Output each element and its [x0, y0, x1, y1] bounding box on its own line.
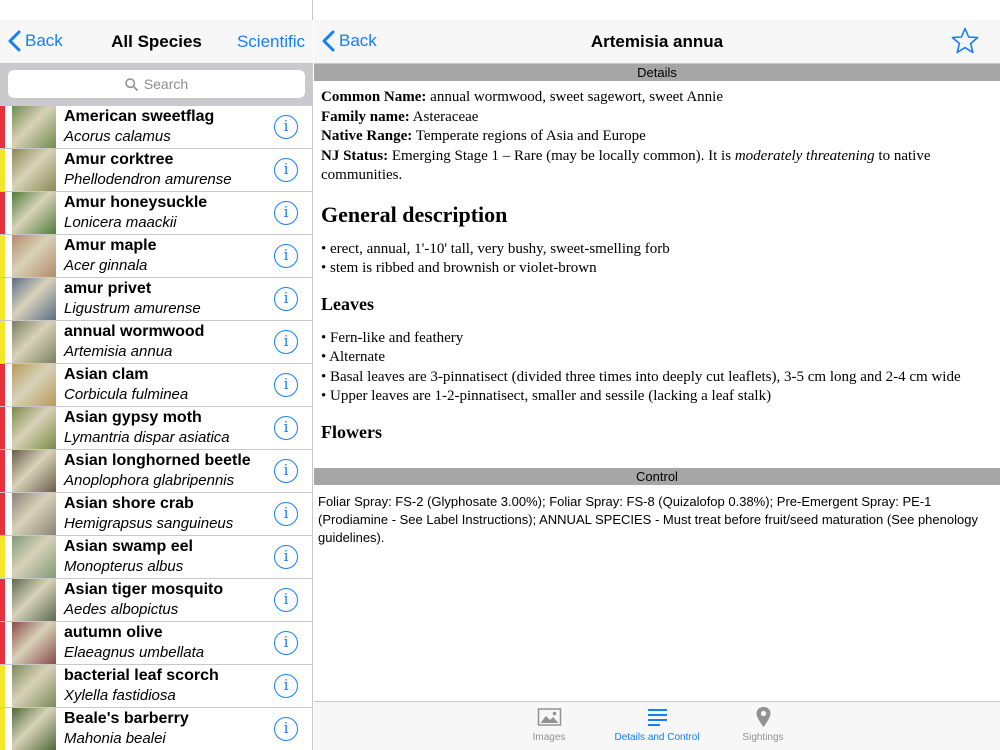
search-bar — [0, 64, 313, 106]
species-text — [64, 365, 264, 405]
species-thumbnail — [12, 364, 56, 406]
species-row[interactable] — [0, 708, 313, 750]
row-spacer — [5, 192, 12, 234]
family-line — [321, 108, 993, 128]
nj-status-label: NJ Status: — [321, 147, 389, 164]
species-row[interactable] — [0, 192, 313, 235]
row-spacer — [5, 278, 12, 320]
species-row[interactable] — [0, 579, 313, 622]
species-row[interactable] — [0, 407, 313, 450]
list-icon — [645, 706, 670, 728]
detail-navbar — [314, 20, 1000, 64]
row-spacer — [5, 708, 12, 750]
info-icon[interactable]: i — [274, 717, 298, 741]
species-text — [64, 451, 264, 491]
tab-sightings[interactable] — [713, 706, 813, 743]
species-thumbnail — [12, 579, 56, 621]
species-scientific-name: Acer ginnala — [64, 257, 148, 274]
species-scientific-name: Artemisia annua — [64, 343, 173, 360]
general-description-list — [321, 240, 993, 279]
bullet-item: • stem is ribbed and brownish or violet-brown — [321, 260, 597, 276]
row-spacer — [5, 536, 12, 578]
species-thumbnail — [12, 278, 56, 320]
info-icon[interactable]: i — [274, 287, 298, 311]
nj-status-emphasis: moderately threatening — [734, 147, 875, 164]
species-common-name: bacterial leaf scorch — [64, 667, 219, 684]
species-text — [64, 580, 264, 620]
bullet-item: • Alternate — [321, 349, 385, 365]
bullet-item: • erect, annual, 1'-10' tall, very bushy, sweet-smelling forb — [321, 240, 670, 257]
row-spacer — [5, 149, 12, 191]
leaves-list — [321, 329, 993, 407]
species-text — [64, 408, 264, 448]
species-list-pane — [0, 0, 313, 750]
master-title: All Species — [111, 32, 202, 51]
species-scientific-name: Lymantria dispar asiatica — [64, 429, 230, 446]
species-scientific-name: Anoplophora glabripennis — [64, 472, 235, 489]
species-thumbnail — [12, 407, 56, 449]
row-spacer — [5, 450, 12, 492]
tab-images-label: Images — [532, 732, 566, 743]
species-row[interactable] — [0, 149, 313, 192]
nj-status-line — [321, 147, 993, 186]
info-icon[interactable]: i — [274, 244, 298, 268]
info-icon[interactable]: i — [274, 115, 298, 139]
species-thumbnail — [12, 192, 56, 234]
species-common-name: autumn olive — [64, 624, 163, 641]
control-text: Foliar Spray: FS-2 (Glyphosate 3.00%); Foliar Spray: FS-8 (Quizalofop 0.38%); Pre-Emergent Spray: PE-1 (Prodiamine - See Label Instructions); ANNUAL SPECIES - Must treat before fruit/seed maturation (See phenology guidelines). — [318, 494, 978, 545]
species-text — [64, 322, 264, 362]
species-common-name: American sweetflag — [64, 108, 215, 125]
species-scientific-name: Monopterus albus — [64, 558, 184, 575]
control-section-header: Control — [314, 468, 1000, 485]
info-icon[interactable]: i — [274, 158, 298, 182]
species-scientific-name: Xylella fastidiosa — [64, 687, 176, 704]
species-thumbnail — [12, 149, 56, 191]
tab-details-and-control[interactable] — [607, 706, 707, 743]
species-row[interactable] — [0, 321, 313, 364]
species-common-name: Beale's barberry — [64, 710, 189, 727]
info-icon[interactable]: i — [274, 545, 298, 569]
native-range-line — [321, 127, 993, 147]
image-icon — [537, 706, 562, 728]
species-text — [64, 494, 264, 534]
info-icon[interactable]: i — [274, 502, 298, 526]
nj-status-text-end: to native communities. — [321, 147, 931, 183]
species-common-name: Amur corktree — [64, 151, 174, 168]
native-range-label: Native Range: — [321, 128, 413, 144]
general-description-heading: General description — [321, 201, 508, 227]
info-icon[interactable]: i — [274, 416, 298, 440]
family-label: Family name: — [321, 108, 410, 125]
species-common-name: Asian clam — [64, 366, 149, 383]
species-thumbnail — [12, 321, 56, 363]
species-row[interactable] — [0, 278, 313, 321]
species-thumbnail — [12, 235, 56, 277]
species-text — [64, 107, 264, 147]
species-text — [64, 193, 264, 233]
species-common-name: Asian longhorned beetle — [64, 452, 251, 469]
species-list — [0, 106, 313, 750]
nj-status-text: Emerging Stage 1 – Rare (may be locally common). It is — [391, 147, 732, 164]
species-thumbnail — [12, 450, 56, 492]
favorite-star-icon[interactable] — [950, 26, 980, 56]
tab-sightings-label: Sightings — [742, 732, 784, 743]
species-thumbnail — [12, 106, 56, 148]
detail-pane — [314, 0, 1000, 750]
row-spacer — [5, 579, 12, 621]
row-spacer — [5, 622, 12, 664]
info-icon[interactable]: i — [274, 588, 298, 612]
common-name-label: Common Name: — [321, 89, 427, 105]
info-icon[interactable]: i — [274, 674, 298, 698]
info-icon[interactable]: i — [274, 459, 298, 483]
species-thumbnail — [12, 665, 56, 707]
species-thumbnail — [12, 536, 56, 578]
species-scientific-name: Acorus calamus — [64, 128, 171, 145]
species-common-name: amur privet — [64, 280, 152, 297]
native-range-value: Temperate regions of Asia and Europe — [415, 128, 646, 144]
detail-back-label: Back — [339, 31, 377, 50]
details-section-header: Details — [314, 64, 1000, 81]
flowers-heading: Flowers — [321, 421, 382, 442]
info-icon[interactable]: i — [274, 330, 298, 354]
species-thumbnail — [12, 622, 56, 664]
species-row[interactable] — [0, 106, 313, 149]
common-name-line — [321, 88, 993, 108]
species-scientific-name: Hemigrapsus sanguineus — [64, 515, 234, 532]
info-icon[interactable]: i — [274, 373, 298, 397]
row-spacer — [5, 407, 12, 449]
species-thumbnail — [12, 493, 56, 535]
species-scientific-name: Mahonia bealei — [64, 730, 166, 747]
master-navbar — [0, 20, 313, 64]
species-common-name: Amur maple — [64, 237, 157, 254]
master-back-label: Back — [25, 31, 63, 50]
search-icon — [125, 78, 138, 91]
bullet-item: • Basal leaves are 3-pinnatisect (divided three times into deeply cut leaflets), 3-5 cm long and 2-4 cm wide — [321, 368, 961, 385]
species-text — [64, 666, 264, 706]
species-text — [64, 236, 264, 276]
search-placeholder: Search — [143, 76, 189, 92]
info-icon[interactable]: i — [274, 201, 298, 225]
common-name-value: annual wormwood, sweet sagewort, sweet Annie — [430, 89, 724, 105]
tab-bar — [314, 701, 1000, 750]
row-spacer — [5, 364, 12, 406]
species-scientific-name: Aedes albopictus — [64, 601, 179, 618]
leaves-heading: Leaves — [321, 293, 374, 314]
detail-title: Artemisia annua — [590, 32, 724, 51]
species-scientific-name: Lonicera maackii — [64, 214, 177, 231]
map-pin-icon — [751, 706, 776, 728]
search-input[interactable] — [8, 70, 305, 98]
species-row[interactable] — [0, 536, 313, 579]
species-scientific-name: Elaeagnus umbellata — [64, 644, 205, 661]
family-value: Asteraceae — [412, 108, 479, 125]
species-row[interactable] — [0, 493, 313, 536]
species-row[interactable] — [0, 364, 313, 407]
row-spacer — [5, 665, 12, 707]
species-scientific-name: Corbicula fulminea — [64, 386, 189, 403]
row-spacer — [5, 321, 12, 363]
species-scientific-name: Ligustrum amurense — [64, 300, 201, 317]
species-text — [64, 537, 264, 577]
bullet-item: • Fern-like and feathery — [321, 329, 464, 346]
species-row[interactable] — [0, 235, 313, 278]
species-scientific-name: Phellodendron amurense — [64, 171, 232, 188]
tab-details-label: Details and Control — [614, 732, 700, 743]
species-text — [64, 150, 264, 190]
row-spacer — [5, 493, 12, 535]
species-row[interactable] — [0, 665, 313, 708]
species-row[interactable] — [0, 622, 313, 665]
species-common-name: Asian gypsy moth — [64, 409, 202, 426]
row-spacer — [5, 106, 12, 148]
species-common-name: Asian shore crab — [64, 495, 194, 512]
tab-images[interactable] — [499, 706, 599, 743]
scientific-toggle-button[interactable]: Scientific — [236, 32, 305, 51]
details-content — [321, 88, 993, 466]
species-text — [64, 623, 264, 663]
species-text — [64, 279, 264, 319]
species-thumbnail — [12, 708, 56, 750]
species-common-name: Asian tiger mosquito — [64, 581, 224, 598]
species-row[interactable] — [0, 450, 313, 493]
species-common-name: Asian swamp eel — [64, 538, 193, 555]
species-text — [64, 709, 264, 749]
bullet-item: • Upper leaves are 1-2-pinnatisect, smaller and sessile (lacking a leaf stalk) — [321, 388, 772, 404]
species-common-name: Amur honeysuckle — [64, 194, 208, 211]
row-spacer — [5, 235, 12, 277]
info-icon[interactable]: i — [274, 631, 298, 655]
species-common-name: annual wormwood — [64, 323, 205, 340]
